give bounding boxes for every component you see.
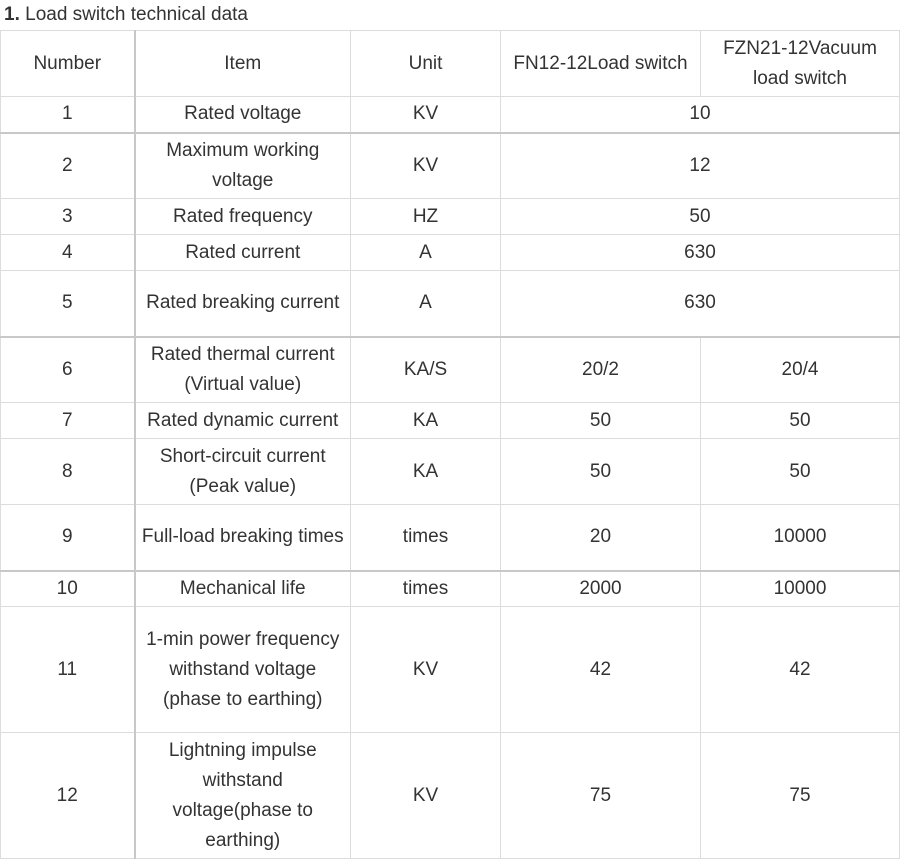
row-unit: KV xyxy=(351,97,501,133)
row-item: Rated frequency xyxy=(135,199,351,235)
header-unit: Unit xyxy=(351,31,501,97)
header-number: Number xyxy=(1,31,135,97)
row-number: 9 xyxy=(1,505,135,571)
row-item: Rated dynamic current xyxy=(135,403,351,439)
row-unit: times xyxy=(351,505,501,571)
row-item: Rated breaking current xyxy=(135,271,351,337)
row-unit: times xyxy=(351,571,501,607)
section-heading xyxy=(4,3,248,27)
table-row xyxy=(1,403,900,439)
table-row xyxy=(1,337,900,403)
row-value-fzn21: 10000 xyxy=(701,571,900,607)
row-value-fn12: 2000 xyxy=(501,571,701,607)
row-value-fzn21: 20/4 xyxy=(701,337,900,403)
row-unit: KA/S xyxy=(351,337,501,403)
row-unit: KV xyxy=(351,733,501,859)
table-header-row xyxy=(1,31,900,97)
row-value-merged: 10 xyxy=(501,97,900,133)
row-number: 2 xyxy=(1,133,135,199)
table-row xyxy=(1,733,900,859)
row-item: Maximum working voltage xyxy=(135,133,351,199)
row-value-fzn21: 75 xyxy=(701,733,900,859)
row-number: 7 xyxy=(1,403,135,439)
row-item: 1-min power frequency withstand voltage (phase to earthing) xyxy=(135,607,351,733)
table-row xyxy=(1,439,900,505)
header-fn12: FN12-12Load switch xyxy=(501,31,701,97)
table-row xyxy=(1,199,900,235)
row-number: 3 xyxy=(1,199,135,235)
row-value-fzn21: 50 xyxy=(701,439,900,505)
row-item: Rated voltage xyxy=(135,97,351,133)
row-value-merged: 12 xyxy=(501,133,900,199)
table-row xyxy=(1,607,900,733)
table-row xyxy=(1,133,900,199)
row-unit: KA xyxy=(351,439,501,505)
row-unit: KA xyxy=(351,403,501,439)
table-row xyxy=(1,97,900,133)
row-number: 1 xyxy=(1,97,135,133)
row-item: Rated current xyxy=(135,235,351,271)
row-number: 8 xyxy=(1,439,135,505)
section-number: 1. xyxy=(4,4,20,25)
row-value-fn12: 20 xyxy=(501,505,701,571)
row-value-fzn21: 42 xyxy=(701,607,900,733)
row-value-fn12: 42 xyxy=(501,607,701,733)
row-number: 11 xyxy=(1,607,135,733)
row-number: 6 xyxy=(1,337,135,403)
row-item: Lightning impulse withstand voltage(phase to earthing) xyxy=(135,733,351,859)
row-item: Rated thermal current (Virtual value) xyxy=(135,337,351,403)
load-switch-data-table xyxy=(0,30,900,859)
table-row xyxy=(1,505,900,571)
section-title: Load switch technical data xyxy=(25,4,249,25)
row-value-merged: 630 xyxy=(501,271,900,337)
row-unit: A xyxy=(351,271,501,337)
row-number: 12 xyxy=(1,733,135,859)
row-item: Mechanical life xyxy=(135,571,351,607)
row-value-fn12: 75 xyxy=(501,733,701,859)
row-value-merged: 630 xyxy=(501,235,900,271)
row-unit: KV xyxy=(351,607,501,733)
row-value-fn12: 20/2 xyxy=(501,337,701,403)
row-value-fn12: 50 xyxy=(501,439,701,505)
row-item: Full-load breaking times xyxy=(135,505,351,571)
row-number: 10 xyxy=(1,571,135,607)
row-value-fn12: 50 xyxy=(501,403,701,439)
row-unit: HZ xyxy=(351,199,501,235)
row-unit: A xyxy=(351,235,501,271)
table-row xyxy=(1,571,900,607)
table-row xyxy=(1,271,900,337)
row-unit: KV xyxy=(351,133,501,199)
row-number: 4 xyxy=(1,235,135,271)
row-value-fzn21: 10000 xyxy=(701,505,900,571)
row-item: Short-circuit current (Peak value) xyxy=(135,439,351,505)
row-number: 5 xyxy=(1,271,135,337)
header-fzn21: FZN21-12Vacuum load switch xyxy=(701,31,900,97)
row-value-merged: 50 xyxy=(501,199,900,235)
table-row xyxy=(1,235,900,271)
row-value-fzn21: 50 xyxy=(701,403,900,439)
header-item: Item xyxy=(135,31,351,97)
